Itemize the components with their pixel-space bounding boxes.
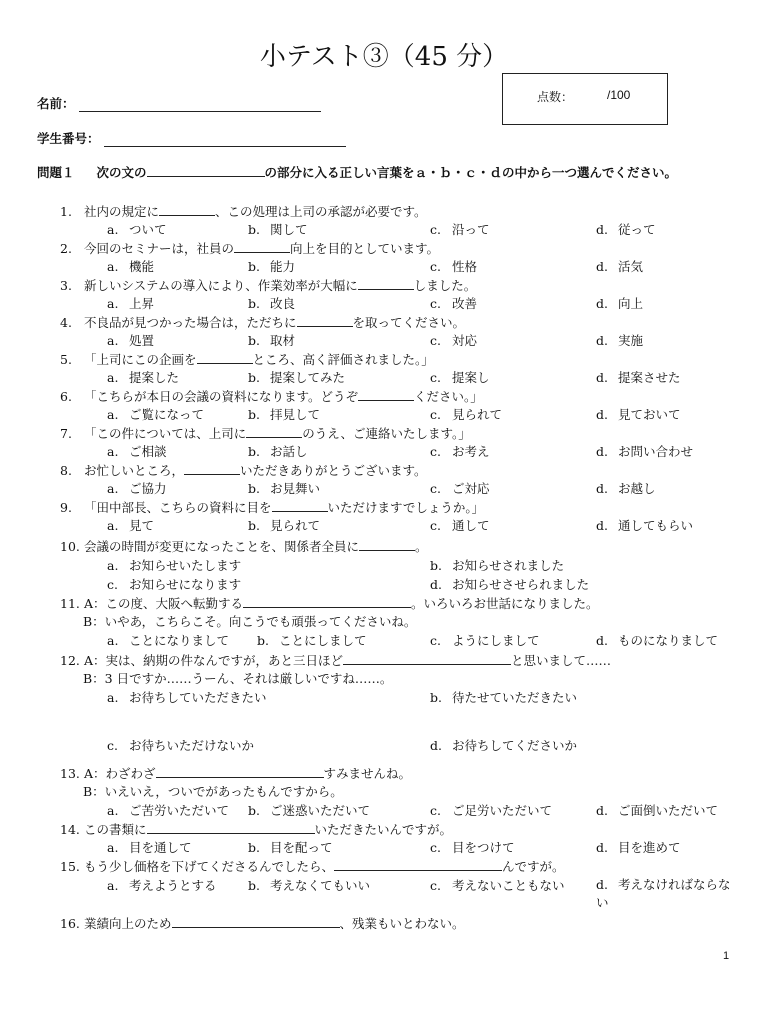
- question-text-post: んですが。: [502, 859, 565, 874]
- option-c[interactable]: c. 提案し: [430, 370, 490, 385]
- question-number: 12.: [60, 653, 80, 668]
- score-label: 点数：: [537, 90, 574, 104]
- question-11: [60, 594, 599, 612]
- student-id-label: 学生番号：: [37, 131, 100, 146]
- option-d[interactable]: d. お待ちしてくださいか: [430, 738, 578, 753]
- question-8: [60, 461, 427, 479]
- question-number: 9.: [60, 500, 72, 515]
- option-b[interactable]: b. 提案してみた: [248, 370, 346, 385]
- instruction: [37, 163, 677, 181]
- name-field[interactable]: [37, 94, 321, 112]
- question-text-pre: 不良品が見つかった場合は，ただちに: [84, 315, 297, 330]
- question-text-pre: 「上司にこの企画を: [84, 352, 197, 367]
- answer-blank: [359, 538, 415, 551]
- option-c[interactable]: c. 見られて: [430, 407, 503, 422]
- question-number: 2.: [60, 241, 72, 256]
- option-c[interactable]: c. 性格: [430, 259, 478, 274]
- answer-blank: [343, 652, 511, 665]
- question-text-post: ところ、高く評価されました。」: [252, 352, 434, 367]
- question-text-post: 、この処理は上司の承認が必要です。: [215, 204, 427, 219]
- page-number: 1: [723, 950, 730, 962]
- question-number: 3.: [60, 278, 72, 293]
- option-b[interactable]: b. 待たせていただきたい: [430, 690, 578, 705]
- question-text-pre: この書類に: [84, 822, 147, 837]
- option-d[interactable]: d. ものになりまして: [596, 633, 719, 648]
- question-4: [60, 313, 465, 331]
- question-7: [60, 424, 471, 442]
- student-id-line[interactable]: [104, 133, 346, 147]
- question-2: [60, 239, 439, 257]
- question-text-post: ください。」: [414, 389, 483, 404]
- question-text-pre: 「田中部長、こちらの資料に目を: [84, 500, 272, 515]
- option-a[interactable]: a. 目を通して: [107, 840, 192, 855]
- option-c[interactable]: c. ご対応: [430, 481, 490, 496]
- dialogue-b-line: B：いやあ，こちらこそ。向こうでも頑張ってくださいね。: [83, 614, 417, 629]
- question-12: [60, 651, 611, 669]
- score-value: /100: [607, 88, 631, 102]
- answer-blank: [159, 203, 215, 216]
- option-a[interactable]: a. 見て: [107, 518, 155, 533]
- answer-blank: [243, 595, 411, 608]
- question-text-pre: 新しいシステムの導入により、作業効率が大幅に: [84, 278, 358, 293]
- question-13: [60, 764, 411, 782]
- option-a[interactable]: a. ご苦労いただいて: [107, 803, 230, 818]
- answer-blank: [272, 499, 328, 512]
- option-d[interactable]: d. 実施: [596, 333, 644, 348]
- option-b[interactable]: b. 関して: [248, 222, 308, 237]
- option-d[interactable]: d. 見ておいて: [596, 407, 681, 422]
- question-number: 15.: [60, 859, 80, 874]
- question-number: 8.: [60, 463, 72, 478]
- option-d[interactable]: d. 目を進めて: [596, 840, 681, 855]
- option-d[interactable]: d. 向上: [596, 296, 644, 311]
- question-1: [60, 202, 427, 220]
- question-number: 7.: [60, 426, 72, 441]
- option-d[interactable]: d. 通してもらい: [596, 518, 694, 533]
- option-a[interactable]: a. 提案した: [107, 370, 180, 385]
- question-5: [60, 350, 434, 368]
- question-6: [60, 387, 483, 405]
- answer-blank: [334, 858, 502, 871]
- question-text-pre: A：この度、大阪へ転勤する: [84, 596, 244, 611]
- question-number: 6.: [60, 389, 72, 404]
- question-text-post: 。: [415, 539, 428, 554]
- question-text-pre: お忙しいところ，: [84, 463, 185, 478]
- dialogue-b-line: B：いえいえ，ついでがあったもんですから。: [83, 784, 343, 799]
- name-label: 名前：: [37, 96, 75, 111]
- dialogue-b-line: B：3 日ですか……うーん、それは厳しいですね……。: [83, 671, 393, 686]
- question-number: 14.: [60, 822, 80, 837]
- option-b[interactable]: b. 取材: [248, 333, 296, 348]
- question-text-post: のうえ、ご連絡いたします。」: [302, 426, 471, 441]
- question-text-pre: 「この件については、上司に: [84, 426, 247, 441]
- question-text-post: いただけますでしょうか。」: [327, 500, 485, 515]
- option-d[interactable]: d. お問い合わせ: [596, 444, 694, 459]
- answer-blank: [358, 277, 414, 290]
- question-number: 1.: [60, 204, 72, 219]
- name-line[interactable]: [79, 98, 321, 112]
- answer-blank: [234, 240, 290, 253]
- option-c[interactable]: c. お知らせになります: [107, 577, 242, 592]
- option-a[interactable]: a. 考えようとする: [107, 878, 217, 893]
- question-text-pre: 社内の規定に: [84, 204, 160, 219]
- option-c[interactable]: c. ようにしまして: [430, 633, 540, 648]
- option-d[interactable]: d. 従って: [596, 222, 656, 237]
- question-text-post: 、残業もいとわない。: [339, 916, 465, 931]
- option-d[interactable]: d. 提案させた: [596, 370, 681, 385]
- question-number: 10.: [60, 539, 80, 554]
- option-a[interactable]: a. 上昇: [107, 296, 155, 311]
- question-10: [60, 537, 428, 555]
- answer-blank: [156, 765, 324, 778]
- option-c[interactable]: c. お考え: [430, 444, 490, 459]
- question-number: 16.: [60, 916, 80, 931]
- option-c[interactable]: c. 考えないこともない: [430, 878, 565, 893]
- page-title: 小テスト③（45 分）: [259, 42, 509, 72]
- option-b[interactable]: b. ことにしまして: [257, 633, 367, 648]
- question-16: [60, 914, 465, 932]
- question-number: 4.: [60, 315, 72, 330]
- option-d[interactable]: d. ご面倒いただいて: [596, 803, 719, 818]
- question-number: 5.: [60, 352, 72, 367]
- option-a[interactable]: a. ご相談: [107, 444, 167, 459]
- student-id-field[interactable]: [37, 129, 346, 147]
- question-text-post: しました。: [413, 278, 477, 293]
- option-d[interactable]: d. 考えなければならない: [596, 877, 731, 910]
- option-a[interactable]: a. お待ちしていただきたい: [107, 690, 267, 705]
- instruction-pre: 次の文の: [96, 165, 147, 180]
- option-d[interactable]: d. お知らせさせられました: [430, 577, 590, 592]
- instruction-label: 問題１: [37, 165, 75, 180]
- question-text-pre: 会議の時間が変更になったことを、関係者全員に: [84, 539, 360, 554]
- option-b[interactable]: b. お話し: [248, 444, 308, 459]
- question-14: [60, 820, 452, 838]
- option-b[interactable]: b. お知らせされました: [430, 558, 565, 573]
- option-c[interactable]: c. 対応: [430, 333, 478, 348]
- question-text-post: を取ってください。: [352, 315, 466, 330]
- option-a[interactable]: a. 機能: [107, 259, 155, 274]
- option-c[interactable]: c. 改善: [430, 296, 478, 311]
- option-b[interactable]: b. 拝見して: [248, 407, 321, 422]
- option-b[interactable]: b. 能力: [248, 259, 296, 274]
- answer-blank: [147, 164, 265, 177]
- question-number: 13.: [60, 766, 80, 781]
- question-15: [60, 857, 565, 875]
- question-text-post: いただきありがとうございます。: [240, 463, 427, 478]
- score-box: [502, 73, 668, 125]
- question-3: [60, 276, 476, 294]
- option-a[interactable]: a. お知らせいたします: [107, 558, 242, 573]
- option-d[interactable]: d. 活気: [596, 259, 644, 274]
- question-number: 11.: [60, 596, 80, 611]
- option-b[interactable]: b. 目を配って: [248, 840, 333, 855]
- answer-blank: [297, 314, 353, 327]
- option-c[interactable]: c. 目をつけて: [430, 840, 515, 855]
- option-a[interactable]: a. ご協力: [107, 481, 167, 496]
- question-9: [60, 498, 484, 516]
- question-text-post: すみませんね。: [323, 766, 412, 781]
- option-b[interactable]: b. ご迷惑いただいて: [248, 803, 371, 818]
- option-a[interactable]: a. ついて: [107, 222, 167, 237]
- answer-blank: [172, 915, 340, 928]
- option-a[interactable]: a. ことになりまして: [107, 633, 230, 648]
- answer-blank: [184, 462, 240, 475]
- question-text-pre: A：実は、納期の件なんですが，あと三日ほど: [84, 653, 344, 668]
- answer-blank: [246, 425, 302, 438]
- instruction-post: の部分に入る正しい言葉をａ・ｂ・ｃ・ｄの中から一つ選んでください。: [264, 165, 678, 180]
- question-text-pre: 「こちらが本日の会議の資料になります。どうぞ: [84, 389, 359, 404]
- option-c[interactable]: c. 通して: [430, 518, 490, 533]
- question-text-pre: A：わざわざ: [84, 766, 156, 781]
- question-text-post: 向上を目的としています。: [290, 241, 440, 256]
- answer-blank: [147, 821, 315, 834]
- question-text-post: と思いまして……: [511, 653, 612, 668]
- answer-blank: [197, 351, 253, 364]
- question-text-pre: 業績向上のため: [84, 916, 172, 931]
- option-d[interactable]: d. お越し: [596, 481, 656, 496]
- option-c[interactable]: c. ご足労いただいて: [430, 803, 553, 818]
- question-text-pre: もう少し価格を下げてくださるんでしたら、: [84, 859, 335, 874]
- option-c[interactable]: c. お待ちいただけないか: [107, 738, 255, 753]
- option-c[interactable]: c. 沿って: [430, 222, 490, 237]
- question-text-post: いただきたいんですが。: [314, 822, 453, 837]
- question-text-post: 。いろいろお世話になりました。: [411, 596, 599, 611]
- question-text-pre: 今回のセミナーは，社員の: [84, 241, 235, 256]
- option-a[interactable]: a. ご覧になって: [107, 407, 205, 422]
- answer-blank: [358, 388, 414, 401]
- option-a[interactable]: a. 処置: [107, 333, 155, 348]
- option-b[interactable]: b. 見られて: [248, 518, 321, 533]
- option-b[interactable]: b. お見舞い: [248, 481, 321, 496]
- option-b[interactable]: b. 考えなくてもいい: [248, 878, 371, 893]
- option-b[interactable]: b. 改良: [248, 296, 296, 311]
